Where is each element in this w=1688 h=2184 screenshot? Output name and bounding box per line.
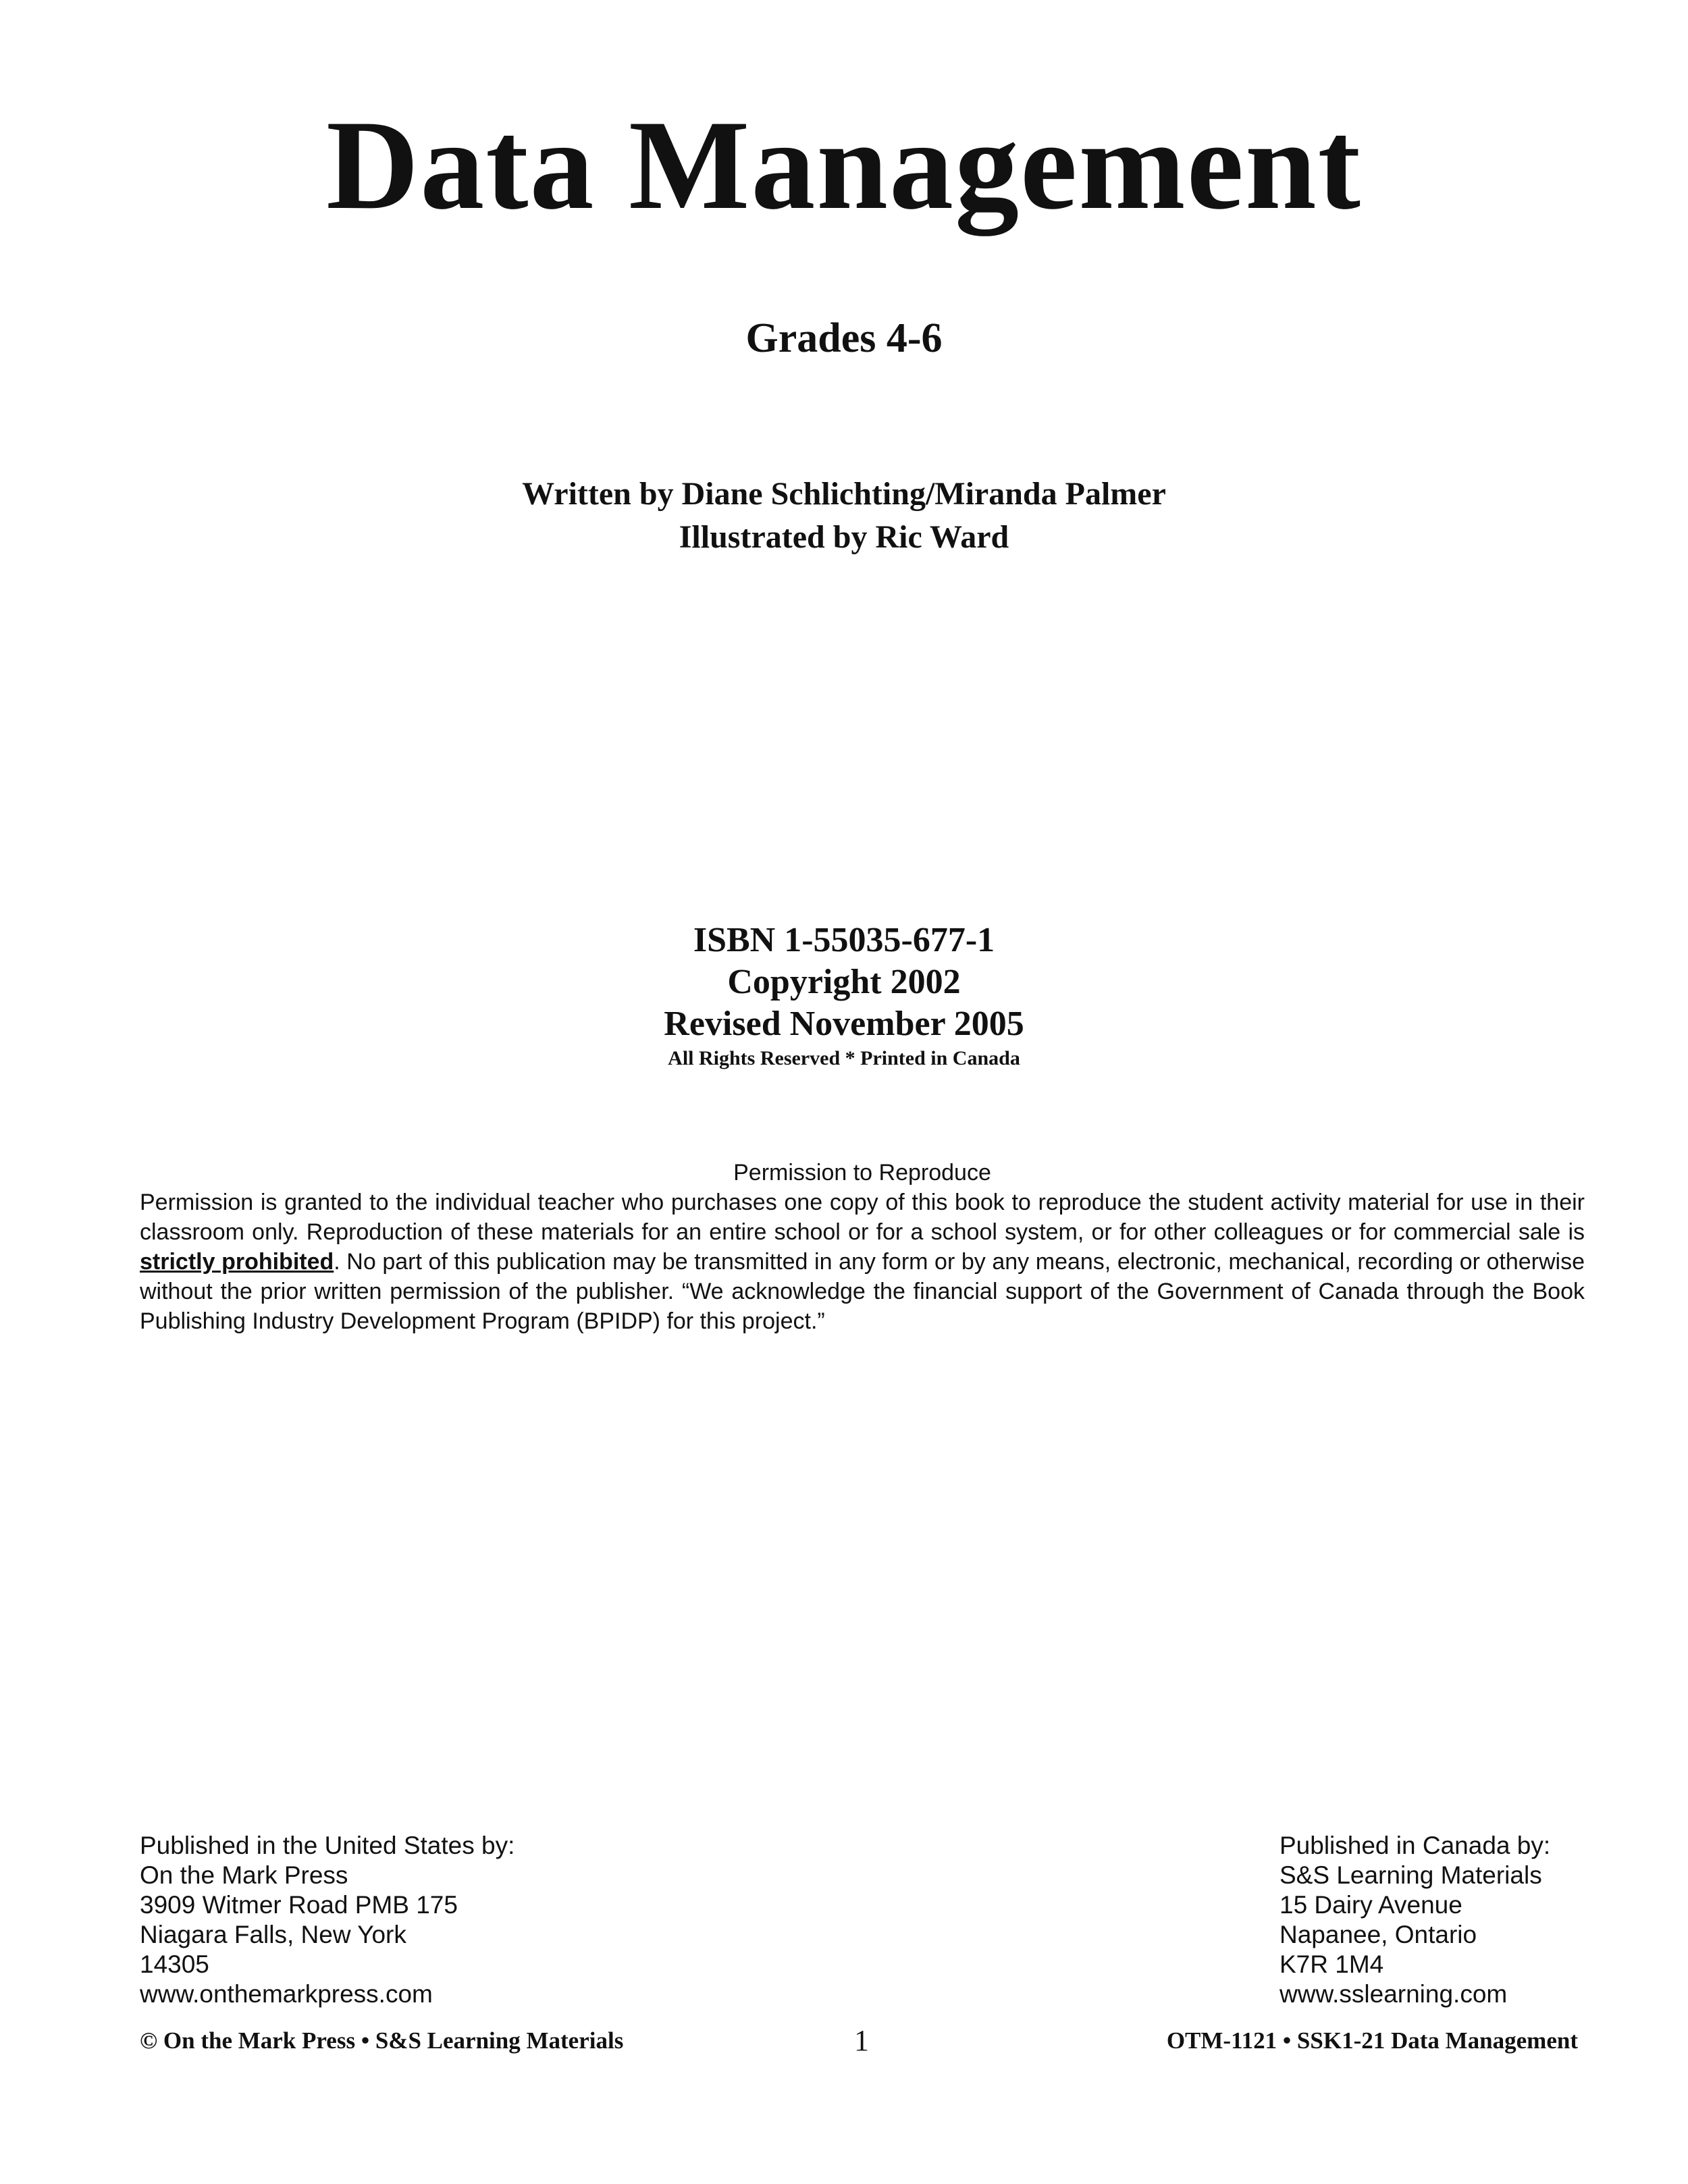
permission-text-2: . No part of this publication may be transmitted in any form or by any means, electronic, mechanical, recording or otherwise without the prior written permission of the publisher. “We acknowledge the financial support of the Government of Canada through the Book Publishing Industry Development Program (BPIDP) for this project.” xyxy=(140,1249,1585,1334)
illustrator-credit: Illustrated by Ric Ward xyxy=(679,519,1009,555)
publication-info xyxy=(0,920,1688,1072)
ca-publisher-street: 15 Dairy Avenue xyxy=(1280,1891,1462,1919)
us-publisher-label: Published in the United States by: xyxy=(140,1832,515,1859)
ca-publisher-address xyxy=(1280,1831,1550,2009)
us-publisher-website: www.onthemarkpress.com xyxy=(140,1980,433,2008)
us-publisher-name: On the Mark Press xyxy=(140,1861,348,1889)
prohibition-emphasis: strictly prohibited xyxy=(140,1249,334,1275)
copyright: Copyright 2002 xyxy=(727,963,961,1001)
ca-publisher-label: Published in Canada by: xyxy=(1280,1832,1551,1859)
page-footer xyxy=(140,2024,1578,2061)
isbn: ISBN 1-55035-677-1 xyxy=(693,921,995,959)
footer-copyright: © On the Mark Press • S&S Learning Materials xyxy=(140,2027,624,2054)
ca-publisher-name: S&S Learning Materials xyxy=(1280,1861,1542,1889)
ca-publisher-website: www.sslearning.com xyxy=(1280,1980,1508,2008)
grade-level: Grades 4-6 xyxy=(745,315,943,361)
ca-publisher-city: Napanee, Ontario xyxy=(1280,1921,1477,1948)
permission-heading: Permission to Reproduce xyxy=(733,1160,991,1186)
permission-body xyxy=(140,1188,1585,1336)
credits xyxy=(0,473,1688,559)
us-publisher-zip: 14305 xyxy=(140,1950,209,1978)
us-publisher-address xyxy=(140,1831,515,2009)
footer-product-code: OTM-1121 • SSK1-21 Data Management xyxy=(1166,2027,1578,2054)
us-publisher-street: 3909 Witmer Road PMB 175 xyxy=(140,1891,458,1919)
ca-publisher-postal: K7R 1M4 xyxy=(1280,1950,1384,1978)
permission-text-1: Permission is granted to the individual teacher who purchases one copy of this book to reproduce the student activity material for use in their classroom only. Reproduction of these materials for an entire school or for a school system, or for other colleagues or for commercial sale is xyxy=(140,1190,1585,1245)
us-publisher-city: Niagara Falls, New York xyxy=(140,1921,406,1948)
permission-notice xyxy=(140,1158,1585,1336)
rights-notice: All Rights Reserved * Printed in Canada xyxy=(668,1047,1020,1069)
author-credit: Written by Diane Schlichting/Miranda Palmer xyxy=(522,476,1166,512)
page-title: Data Management xyxy=(326,95,1362,236)
revision-date: Revised November 2005 xyxy=(664,1005,1024,1043)
page-number: 1 xyxy=(854,2024,869,2057)
